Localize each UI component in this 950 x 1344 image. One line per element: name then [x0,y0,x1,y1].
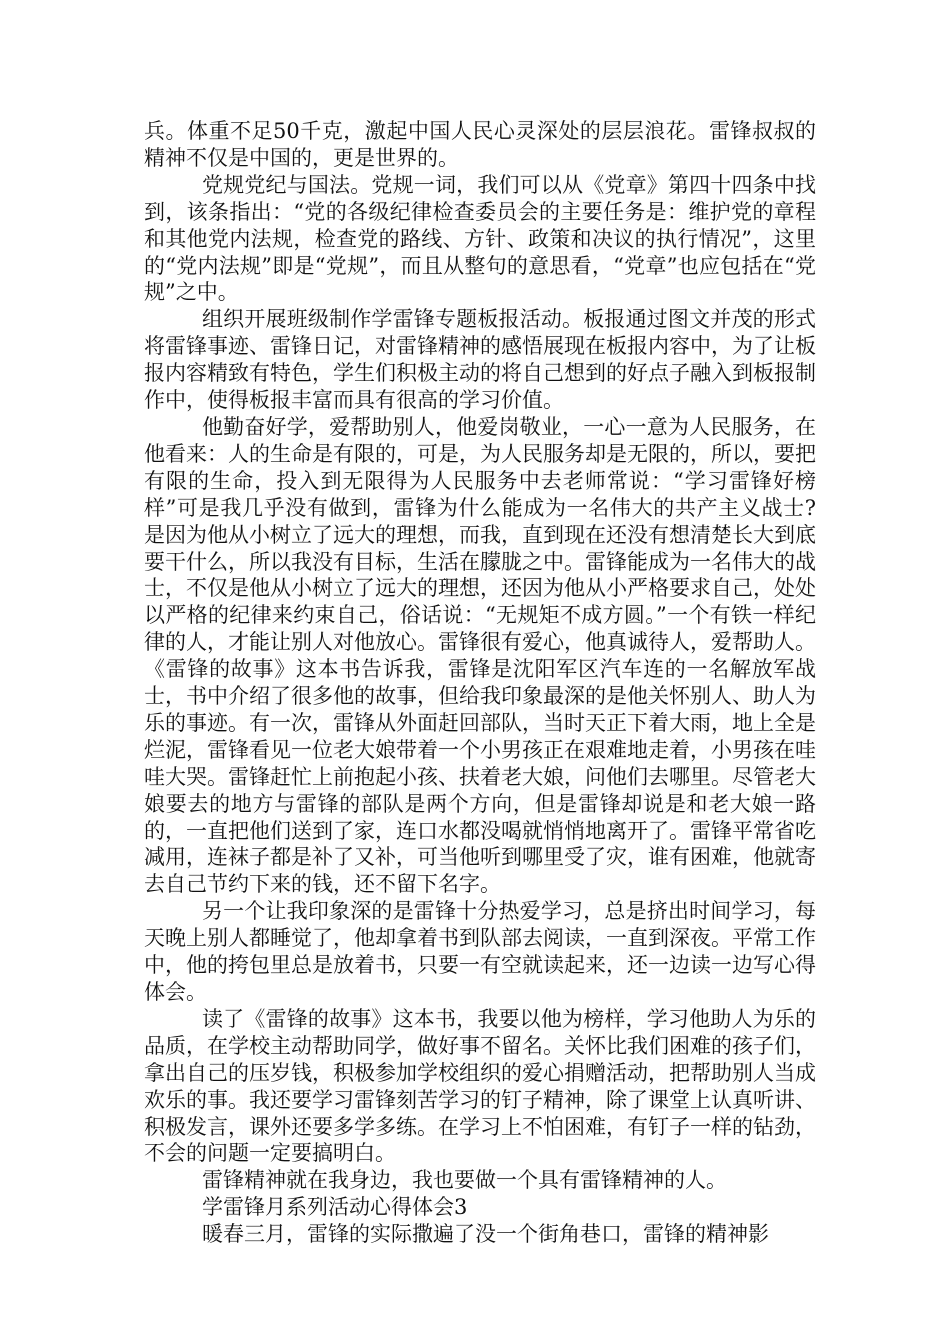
paragraph-2: 党规党纪与国法。党规一词，我们可以从《党章》第四十四条中找到，该条指出：“党的各级纪律检查委员会的主要任务是：维护党的章程和其他党内法规，检查党的路线、方针、政策和决议的执行情况”，这里的“党内法规”即是“党规”，而且从整句的意思看，“党章”也应包括在“党规”之中。 [144,172,816,305]
section-heading: 学雷锋月系列活动心得体会3 [202,1195,468,1220]
paragraph-7: 雷锋精神就在我身边，我也要做一个具有雷锋精神的人。 [202,1168,727,1193]
paragraph-1: 兵。体重不足50千克，激起中国人民心灵深处的层层浪花。雷锋叔叔的精神不仅是中国的，更是世界的。 [144,119,816,170]
paragraph-6: 读了《雷锋的故事》这本书，我要以他为榜样，学习他助人为乐的品质，在学校主动帮助同学，做好事不留名。关怀比我们困难的孩子们，拿出自己的压岁钱，积极参加学校组织的爱心捐赠活动，把帮助别人当成欢乐的事。我还要学习雷锋刻苦学习的钉子精神，除了课堂上认真听讲、积极发言，课外还要多学多练。在学习上不怕困难，有钉子一样的钻劲，不会的问题一定要搞明白。 [144,1006,816,1166]
paragraph-3: 组织开展班级制作学雷锋专题板报活动。板报通过图文并茂的形式将雷锋事迹、雷锋日记，对雷锋精神的感悟展现在板报内容中，为了让板报内容精致有特色，学生们积极主动的将自己想到的好点子融入到板报制作中，使得板报丰富而具有很高的学习价值。 [144,307,816,413]
paragraph-8: 暖春三月，雷锋的实际撒遍了没一个街角巷口，雷锋的精神影 [202,1222,769,1247]
paragraph-4: 他勤奋好学，爱帮助别人，他爱岗敬业，一心一意为人民服务，在他看来：人的生命是有限的，可是，为人民服务却是无限的，所以，要把有限的生命，投入到无限得为人民服务中去老师常说：“学习雷锋好榜样”可是我几乎没有做到，雷锋为什么能成为一名伟大的共产主义战士?是因为他从小树立了远大的理想，而我，直到现在还没有想清楚长大到底要干什么，所以我没有目标，生活在朦胧之中。雷锋能成为一名伟大的战士，不仅是他从小树立了远大的理想，还因为他从小严格要求自己，处处以严格的纪律来约束自己，俗话说：“无规矩不成方圆。”一个有铁一样纪律的人，才能让别人对他放心。雷锋很有爱心，他真诚待人，爱帮助人。《雷锋的故事》这本书告诉我，雷锋是沈阳军区汽车连的一名解放军战士，书中介绍了很多他的故事，但给我印象最深的是他关怀别人、助人为乐的事迹。有一次，雷锋从外面赶回部队，当时天正下着大雨，地上全是烂泥，雷锋看见一位老大娘带着一个小男孩正在艰难地走着，小男孩在哇哇大哭。雷锋赶忙上前抱起小孩、扶着老大娘，问他们去哪里。尽管老大娘要去的地方与雷锋的部队是两个方向，但是雷锋却说是和老大娘一路的，一直把他们送到了家，连口水都没喝就悄悄地离开了。雷锋平常省吃减用，连袜子都是补了又补，可当他听到哪里受了灾，谁有困难，他就寄去自己节约下来的钱，还不留下名字。 [144,414,816,897]
document-body [144,118,816,1248]
paragraph-5: 另一个让我印象深的是雷锋十分热爱学习，总是挤出时间学习，每天晚上别人都睡觉了，他却拿着书到队部去阅读，一直到深夜。平常工作中，他的挎包里总是放着书，只要一有空就读起来，还一边读一边写心得体会。 [144,899,816,1004]
